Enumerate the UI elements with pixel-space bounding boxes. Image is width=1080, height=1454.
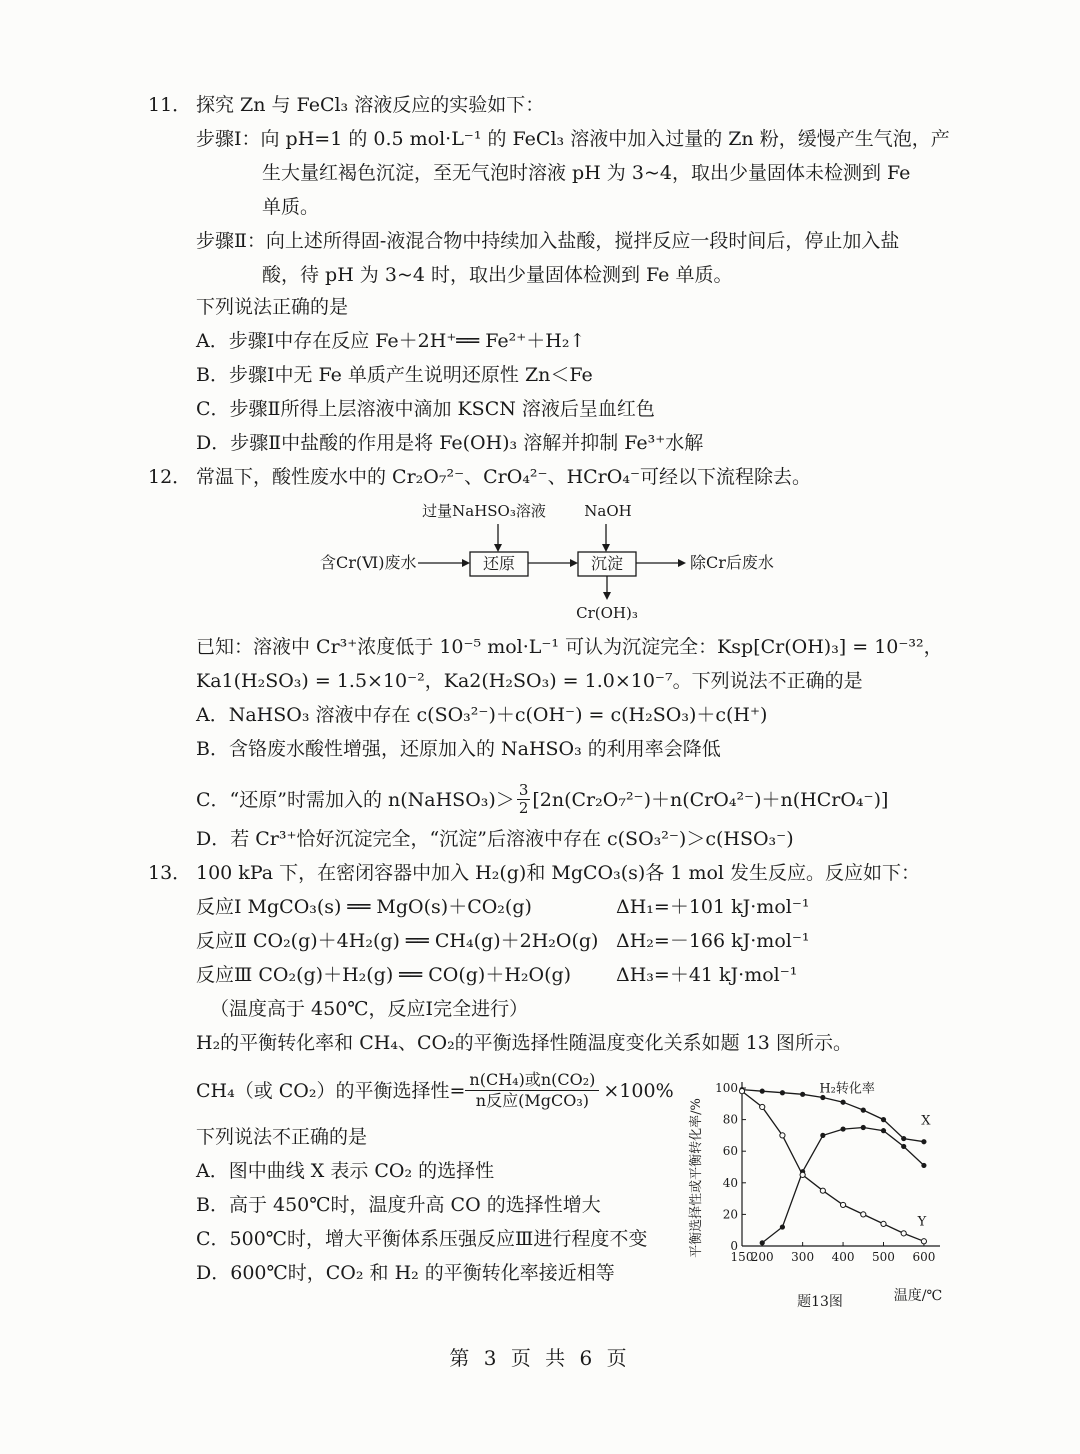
q13-selectivity-formula	[196, 1070, 674, 1111]
series-point	[881, 1128, 886, 1133]
series-point	[861, 1108, 866, 1113]
series-point	[861, 1125, 866, 1130]
formula-prefix: CH₄（或 CO₂）的平衡选择性=	[196, 1079, 466, 1102]
q11-option-a: A．步骤Ⅰ中存在反应 Fe＋2H⁺══ Fe²⁺＋H₂↑	[196, 330, 586, 352]
x-tick-label: 500	[872, 1250, 895, 1264]
q11-prompt: 下列说法正确的是	[196, 296, 349, 318]
q11-option-c: C．步骤Ⅱ所得上层溶液中滴加 KSCN 溶液后呈血红色	[196, 398, 655, 420]
flow-precipitate-product: Cr(OH)₃	[576, 604, 638, 622]
q13-reaction-3: 反应Ⅲ CO₂(g)＋H₂(g) ══ CO(g)＋H₂O(g)	[196, 964, 572, 986]
chart-ylabel: 平衡选择性或平衡转化率/%	[689, 1098, 704, 1258]
x-tick-label: 300	[791, 1250, 815, 1264]
series-line-0	[742, 1090, 924, 1142]
series-point	[881, 1117, 886, 1122]
q11-step2-line1: 步骤Ⅱ：向上述所得固-液混合物中持续加入盐酸，搅拌反应一段时间后，停止加入盐	[196, 230, 900, 252]
series-line-2	[742, 1091, 924, 1241]
q13-number: 13．	[148, 862, 192, 884]
q13-enthalpy-2: ΔH₂=－166 kJ·mol⁻¹	[616, 930, 810, 952]
q13-option-c: C．500℃时，增大平衡体系压强反应Ⅲ进行程度不变	[196, 1228, 648, 1250]
series-point	[901, 1136, 906, 1141]
q13-option-b: B．高于 450℃时，温度升高 CO 的选择性增大	[196, 1194, 601, 1216]
series-point	[921, 1163, 926, 1168]
formula-fraction	[465, 1070, 599, 1111]
series-point	[760, 1240, 765, 1245]
q12-flow-diagram	[300, 496, 820, 626]
q13-reaction-1: 反应Ⅰ MgCO₃(s) ══ MgO(s)＋CO₂(g)	[196, 896, 532, 918]
series-point	[921, 1139, 926, 1144]
flow-output: 除Cr后废水	[690, 553, 774, 572]
flow-input: 含Cr(Ⅵ)废水	[320, 553, 417, 572]
q11-step2-line2: 酸，待 pH 为 3~4 时，取出少量固体检测到 Fe 单质。	[262, 264, 733, 286]
q13-stem: 100 kPa 下，在密闭容器中加入 H₂(g)和 MgCO₃(s)各 1 mol 发生反应。反应如下：	[196, 862, 921, 884]
x-tick-label: 150	[730, 1250, 754, 1264]
series-point	[800, 1172, 805, 1177]
y-tick-label: 0	[730, 1239, 738, 1253]
x-tick-label: 400	[831, 1250, 855, 1264]
series-label: X	[921, 1113, 931, 1129]
q11-option-d: D．步骤Ⅱ中盐酸的作用是将 Fe(OH)₃ 溶解并抑制 Fe³⁺水解	[196, 432, 704, 454]
q12-option-c	[196, 782, 888, 817]
fraction-denominator: 2	[518, 799, 529, 817]
page-footer: 第 3 页 共 6 页	[449, 1346, 631, 1370]
y-tick-label: 100	[715, 1081, 738, 1095]
flow-box-reduce-label: 还原	[482, 554, 516, 573]
x-tick-label: 600	[912, 1250, 936, 1264]
chart-xlabel: 温度/℃	[893, 1288, 943, 1304]
series-label: Y	[917, 1214, 927, 1230]
series-point	[840, 1202, 845, 1207]
x-tick-label: 200	[750, 1250, 774, 1264]
series-point	[760, 1089, 765, 1094]
q13-option-d: D．600℃时，CO₂ 和 H₂ 的平衡转化率接近相等	[196, 1262, 615, 1284]
chart-title: 题13图	[797, 1294, 843, 1310]
q12-option-c-suffix: [2n(Cr₂O₇²⁻)＋n(CrO₄²⁻)＋n(HCrO₄⁻)]	[532, 788, 889, 811]
q13-prompt: 下列说法不正确的是	[196, 1126, 368, 1148]
series-point	[780, 1133, 785, 1138]
q11-option-b: B．步骤Ⅰ中无 Fe 单质产生说明还原性 Zn＜Fe	[196, 364, 593, 386]
q11-stem: 探究 Zn 与 FeCl₃ 溶液反应的实验如下：	[196, 94, 545, 116]
fraction-numerator: 3	[518, 781, 529, 799]
series-point	[780, 1090, 785, 1095]
series-point	[901, 1231, 906, 1236]
flow-box-precipitate-label: 沉淀	[590, 554, 624, 573]
q11-step1-line3: 单质。	[262, 196, 320, 218]
formula-denominator: n反应(MgCO₃)	[475, 1091, 589, 1110]
series-point	[760, 1104, 765, 1109]
q12-option-d: D．若 Cr³⁺恰好沉淀完全，“沉淀”后溶液中存在 c(SO₃²⁻)＞c(HSO₃⁻)	[196, 828, 794, 850]
q11-number: 11．	[148, 94, 192, 116]
series-point	[820, 1188, 825, 1193]
q12-known-line2: Ka1(H₂SO₃) = 1.5×10⁻²，Ka2(H₂SO₃) = 1.0×10⁻⁷。下列说法不正确的是	[196, 670, 863, 692]
series-point	[901, 1144, 906, 1149]
q13-chart	[680, 1068, 950, 1318]
flow-reagent-nahso3: 过量NaHSO₃溶液	[422, 502, 546, 520]
q13-enthalpy-3: ΔH₃=＋41 kJ·mol⁻¹	[616, 964, 798, 986]
series-point	[840, 1126, 845, 1131]
q13-option-a: A．图中曲线 X 表示 CO₂ 的选择性	[196, 1160, 495, 1182]
q12-option-a: A．NaHSO₃ 溶液中存在 c(SO₃²⁻)＋c(OH⁻) = c(H₂SO₃)＋c(H⁺)	[196, 704, 768, 726]
q12-stem: 常温下，酸性废水中的 Cr₂O₇²⁻、CrO₄²⁻、HCrO₄⁻可经以下流程除去。	[196, 466, 811, 488]
series-point	[800, 1092, 805, 1097]
y-tick-label: 40	[722, 1175, 738, 1190]
q12-number: 12．	[148, 466, 192, 488]
series-line-1	[762, 1128, 924, 1243]
series-point	[780, 1224, 785, 1229]
q11-step1-line2: 生大量红褐色沉淀，至无气泡时溶液 pH 为 3~4，取出少量固体未检测到 Fe	[262, 162, 911, 184]
series-label: H₂转化率	[819, 1081, 875, 1097]
q13-description: H₂的平衡转化率和 CH₄、CO₂的平衡选择性随温度变化关系如题 13 图所示。	[196, 1032, 852, 1054]
q11-step1-line1: 步骤Ⅰ：向 pH=1 的 0.5 mol·L⁻¹ 的 FeCl₃ 溶液中加入过量的 Zn 粉，缓慢产生气泡，产	[196, 128, 950, 150]
y-tick-label: 60	[722, 1144, 738, 1159]
y-tick-label: 20	[722, 1207, 738, 1222]
q12-option-b: B．含铬废水酸性增强，还原加入的 NaHSO₃ 的利用率会降低	[196, 738, 721, 760]
series-point	[921, 1239, 926, 1244]
flow-reagent-naoh: NaOH	[584, 502, 632, 520]
q13-reaction-2: 反应Ⅱ CO₂(g)＋4H₂(g) ══ CH₄(g)＋2H₂O(g)	[196, 930, 599, 952]
q12-known-line1: 已知：溶液中 Cr³⁺浓度低于 10⁻⁵ mol·L⁻¹ 可认为沉淀完全：Ksp[Cr(OH)₃] = 10⁻³²，	[196, 636, 943, 658]
series-point	[739, 1089, 744, 1094]
q12-option-c-prefix: C．“还原”时需加入的 n(NaHSO₃)＞	[196, 788, 515, 811]
series-point	[840, 1100, 845, 1105]
series-point	[861, 1212, 866, 1217]
series-point	[881, 1221, 886, 1226]
q13-note: （温度高于 450℃，反应Ⅰ完全进行）	[210, 998, 529, 1020]
formula-suffix: ×100%	[603, 1079, 674, 1102]
series-point	[820, 1133, 825, 1138]
y-tick-label: 80	[722, 1112, 738, 1127]
formula-numerator: n(CH₄)或n(CO₂)	[465, 1070, 599, 1091]
q13-enthalpy-1: ΔH₁=＋101 kJ·mol⁻¹	[616, 896, 810, 918]
q12-option-c-fraction	[517, 782, 531, 817]
